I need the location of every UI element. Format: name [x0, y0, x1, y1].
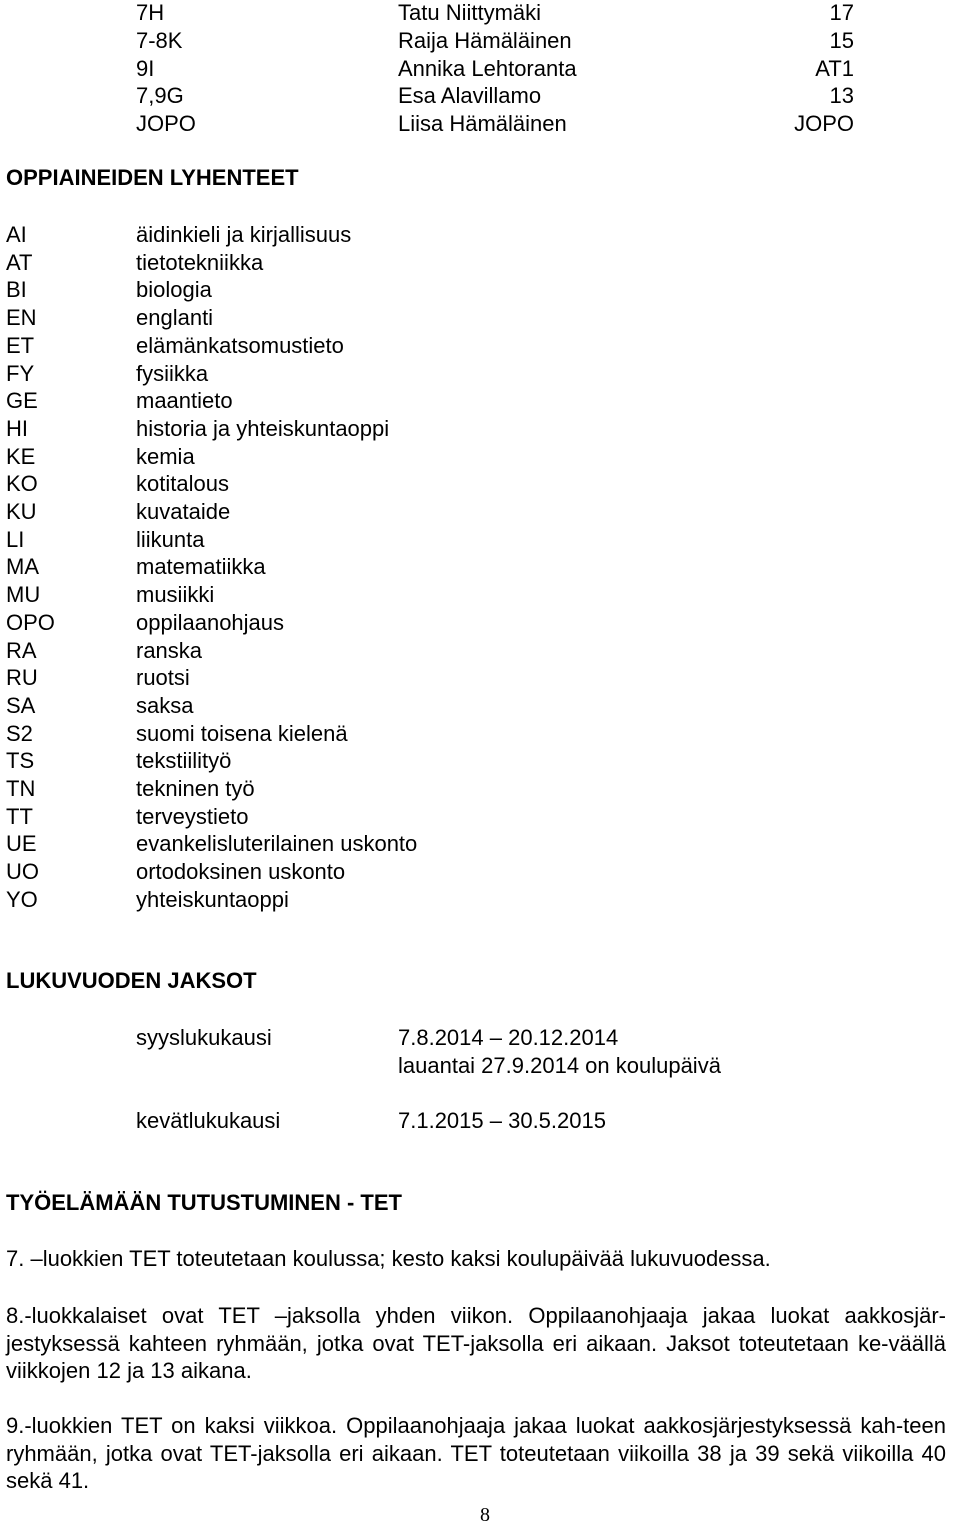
subject-name: terveystieto — [136, 803, 249, 829]
abbreviation-row — [0, 584, 960, 612]
abbreviation-row — [0, 556, 960, 584]
subject-name: englanti — [136, 305, 214, 331]
subject-name: biologia — [136, 277, 212, 303]
subject-name: evankelisluterilainen uskonto — [136, 831, 418, 857]
subject-name: oppilaanohjaus — [136, 609, 285, 635]
abbreviation-row — [0, 886, 960, 917]
subject-name: historia ja yhteiskuntaoppi — [136, 415, 390, 441]
abbreviation-row — [0, 667, 960, 695]
abbreviation-row — [0, 390, 960, 418]
subject-name: kuvataide — [136, 499, 231, 524]
tet-paragraph-9 — [6, 1412, 946, 1495]
abbreviation-row — [0, 750, 960, 778]
abbreviation-row — [0, 279, 960, 307]
class-code: 7H — [136, 0, 165, 25]
room-code: 13 — [829, 83, 854, 108]
subject-code: TN — [6, 776, 36, 801]
subject-code: AT — [6, 249, 33, 275]
subject-name: tietotekniikka — [136, 249, 264, 275]
class-code: 9I — [136, 56, 155, 81]
room-code: JOPO — [794, 111, 854, 136]
subject-name: ruotsi — [136, 665, 190, 691]
subject-code: SA — [6, 692, 36, 718]
autumn-term-note: lauantai 27.9.2014 on koulupäivä — [398, 1053, 721, 1078]
abbreviation-row — [0, 720, 960, 751]
subject-name: äidinkieli ja kirjallisuus — [136, 222, 352, 247]
subject-code: TS — [6, 748, 35, 774]
abbreviation-row — [0, 861, 960, 889]
abbreviation-row — [0, 501, 960, 529]
subject-code: UE — [6, 831, 37, 857]
class-row — [0, 85, 960, 113]
autumn-term-label: syyslukukausi — [136, 1025, 272, 1050]
subject-code: ET — [6, 332, 35, 358]
abbreviation-row — [0, 609, 960, 640]
abbreviation-row — [0, 224, 960, 252]
class-row — [0, 58, 960, 86]
abbreviation-row — [0, 307, 960, 335]
tet-paragraph-9-text: 9.-luokkien TET on kaksi viikkoa. Oppilaanohjaaja jakaa luokat aakkosjärjestyksessä kah-teen ryhmään, jotka ovat TET-jaksolla eri aikaan. TET toteutetaan viikoilla 38 ja 39 sekä viikoilla 40 sekä 41. — [6, 1413, 946, 1493]
room-code: AT1 — [815, 56, 854, 81]
abbreviation-row — [0, 778, 960, 806]
subject-code: S2 — [6, 720, 33, 746]
subject-code: KE — [6, 443, 36, 469]
abbreviation-row — [0, 526, 960, 557]
spring-term-dates: 7.1.2015 – 30.5.2015 — [398, 1108, 606, 1133]
tet-paragraph-7 — [6, 1245, 946, 1273]
tet-paragraph-8-text: 8.-luokkalaiset ovat TET –jaksolla yhden viikon. Oppilaanohjaaja jakaa luokat aakkosjär-jestyksessä kahteen ryhmään, jotka ovat TET-jaksolla eri aikaan. Jaksot toteutetaan ke-väällä viikkojen 12 ja 13 aikana. — [6, 1303, 946, 1383]
abbreviation-row — [0, 833, 960, 861]
subject-code: RA — [6, 637, 37, 663]
subject-code: AI — [6, 222, 27, 247]
room-code: 17 — [829, 0, 854, 25]
subject-code: KO — [6, 471, 38, 497]
subject-code: RU — [6, 665, 38, 691]
class-row — [0, 2, 960, 30]
spring-term-label: kevätlukukausi — [136, 1108, 281, 1133]
subject-code: UO — [6, 859, 39, 885]
tet-paragraph-7-text: 7. –luokkien TET toteutetaan koulussa; kesto kaksi koulupäivää lukuvuodessa. — [6, 1246, 771, 1271]
subject-name: maantieto — [136, 388, 233, 414]
subject-name: suomi toisena kielenä — [136, 720, 348, 746]
class-row — [0, 113, 960, 141]
room-code: 15 — [829, 28, 854, 53]
subject-code: HI — [6, 415, 28, 441]
subject-code: YO — [6, 886, 38, 912]
abbreviation-row — [0, 249, 960, 280]
subject-name: saksa — [136, 692, 194, 718]
teacher-name: Esa Alavillamo — [398, 83, 542, 108]
subject-name: fysiikka — [136, 360, 209, 386]
subject-code: FY — [6, 360, 35, 386]
abbreviation-row — [0, 360, 960, 391]
class-code: JOPO — [136, 111, 196, 136]
teacher-name: Annika Lehtoranta — [398, 56, 577, 81]
page-number: 8 — [480, 1504, 490, 1526]
abbreviation-row — [0, 332, 960, 363]
periods-heading: LUKUVUODEN JAKSOT — [6, 968, 257, 993]
subject-code: OPO — [6, 609, 55, 635]
teacher-name: Tatu Niittymäki — [398, 0, 542, 25]
tet-paragraph-8 — [6, 1302, 946, 1385]
subject-name: tekstiilityö — [136, 748, 232, 774]
class-code: 7,9G — [136, 83, 184, 108]
teacher-name: Raija Hämäläinen — [398, 28, 572, 53]
subject-code: LI — [6, 526, 25, 552]
class-row — [0, 30, 960, 58]
subject-code: MA — [6, 554, 39, 580]
abbreviation-row — [0, 443, 960, 474]
subject-name: elämänkatsomustieto — [136, 332, 344, 358]
subject-name: tekninen työ — [136, 776, 255, 801]
abbreviation-row — [0, 473, 960, 501]
abbreviations-heading: OPPIAINEIDEN LYHENTEET — [6, 165, 299, 190]
abbreviation-row — [0, 692, 960, 723]
subject-name: matematiikka — [136, 554, 266, 580]
abbreviation-row — [0, 415, 960, 446]
subject-name: liikunta — [136, 526, 205, 552]
subject-code: TT — [6, 803, 33, 829]
subject-name: ortodoksinen uskonto — [136, 859, 346, 885]
subject-name: kemia — [136, 443, 195, 469]
subject-name: ranska — [136, 637, 203, 663]
tet-heading: TYÖELÄMÄÄN TUTUSTUMINEN - TET — [6, 1190, 402, 1215]
abbreviation-row — [0, 637, 960, 668]
teacher-name: Liisa Hämäläinen — [398, 111, 567, 136]
subject-code: MU — [6, 582, 41, 608]
subject-name: kotitalous — [136, 471, 229, 497]
subject-code: KU — [6, 499, 37, 524]
autumn-term-dates: 7.8.2014 – 20.12.2014 — [398, 1025, 619, 1050]
subject-code: BI — [6, 277, 27, 303]
subject-code: GE — [6, 388, 38, 414]
abbreviation-row — [0, 803, 960, 834]
subject-code: EN — [6, 305, 37, 331]
subject-name: yhteiskuntaoppi — [136, 886, 289, 912]
class-code: 7-8K — [136, 28, 183, 53]
subject-name: musiikki — [136, 582, 215, 608]
